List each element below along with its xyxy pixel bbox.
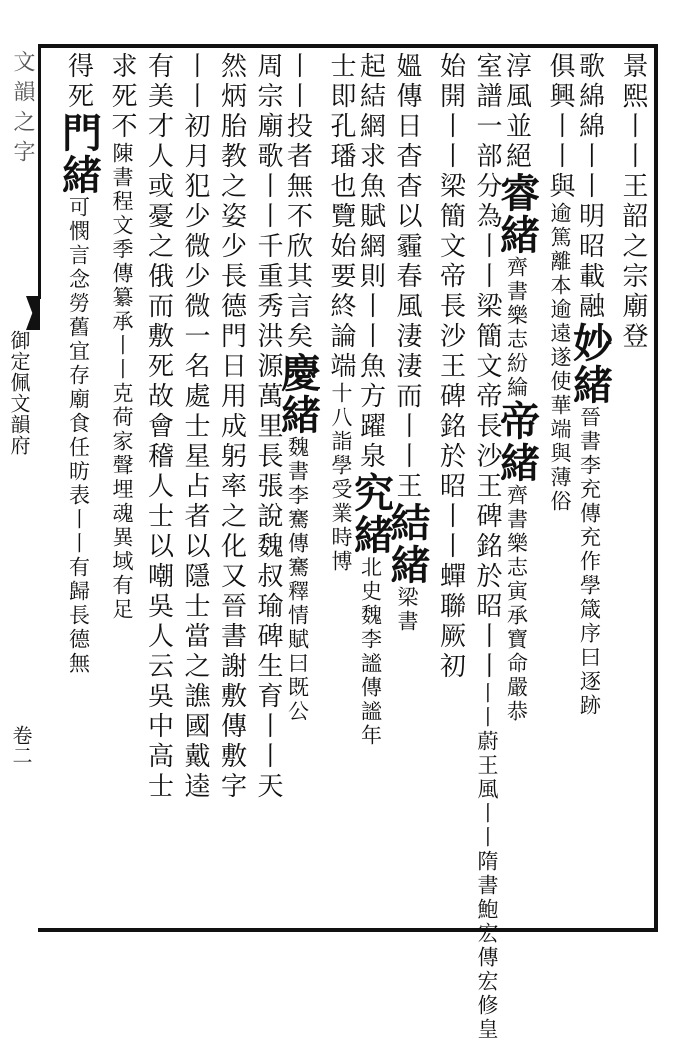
right-border-rule	[654, 44, 658, 932]
text-column-9	[320, 52, 354, 924]
text-segment: 可憫言念勞舊宜存廟食任昉表丨丨有歸長德無	[66, 196, 91, 676]
entry-headword: 究緒	[347, 472, 395, 556]
text-segment: 景熙丨丨王韶之宗廟登	[618, 52, 648, 352]
text-segment: 北史魏李謐傳謐年	[358, 556, 383, 748]
text-segment: 齊書樂志紛綸	[504, 256, 529, 400]
text-segment: 周宗廟歌丨丨千重秀洪源萬里長張說魏叔瑜碑生育丨丨天	[253, 52, 283, 802]
text-segment: 然炳胎教之姿少長德門日用成躬率之化又晉書謝敷傳敷字	[216, 52, 247, 802]
text-column-4	[493, 52, 541, 924]
text-segment: 起結網求魚賦網則丨丨魚方躍泉	[355, 52, 386, 472]
text-column-14	[138, 52, 172, 924]
page-number: 卷二	[9, 725, 33, 765]
text-segment: 丨丨初月犯少微少微一名處士星占者以隱士當之譙國戴逵	[180, 52, 210, 802]
text-segment: 十八詣學受業時博	[329, 382, 353, 574]
text-segment: 得死	[63, 52, 94, 112]
text-column-8	[347, 52, 395, 924]
top-border-rule	[38, 44, 658, 48]
text-segment: 歌綿綿丨丨明昭載融	[574, 52, 605, 322]
text-segment: 俱興丨丨與	[545, 52, 575, 202]
entry-headword: 妙緒	[566, 322, 614, 406]
text-segment: 梁書	[395, 586, 419, 634]
text-column-5	[466, 52, 502, 1042]
text-column-3	[539, 52, 573, 924]
text-column-11	[247, 52, 281, 924]
text-segment: 齊書樂志寅承寶命嚴恭	[504, 484, 529, 724]
text-segment: 有美才人或憂之俄而敷死故會稽人士以嘲吳人云吳中高士	[143, 52, 174, 802]
text-segment: 陳書程文季傳纂承丨丨克荷家聲埋魂異域有足	[110, 142, 134, 622]
text-column-6	[430, 52, 464, 924]
text-column-7	[384, 52, 431, 924]
book-title: 御定佩文韻府	[7, 330, 31, 456]
text-column-15	[101, 52, 135, 924]
text-column-10	[274, 52, 322, 924]
text-segment: 丨丨蔚王風	[475, 682, 499, 802]
text-segment: 始開丨丨梁簡文帝長沙王碑銘於昭丨丨蟬聯厥初	[435, 52, 466, 682]
text-segment: 淳風並絕	[501, 52, 532, 172]
margin-top-marks: 文韻之字	[10, 50, 35, 170]
text-segment: 丨丨投者無不欣其言矣	[282, 52, 313, 352]
text-column-2	[566, 52, 614, 924]
text-column-13	[174, 52, 208, 924]
text-segment: 士即孔璠也覽始要終論端	[326, 52, 356, 382]
entry-headword: 睿緒	[493, 172, 541, 256]
text-column-16	[55, 52, 103, 924]
text-column-1	[612, 52, 646, 924]
entry-headword: 帝緒	[493, 400, 541, 484]
entry-headword: 門緒	[55, 112, 103, 196]
fishtail-mark	[26, 296, 40, 330]
text-segment: 晉書李充傳充作學箴序曰逐跡	[577, 406, 602, 718]
text-column-12	[211, 52, 245, 924]
text-segment: 室譜一部分為丨丨梁簡文帝長沙王碑銘於昭丨丨	[472, 52, 502, 682]
bottom-border-rule	[38, 928, 658, 932]
entry-headword: 慶緒	[274, 352, 322, 436]
text-segment: 逾篤離本逾遠遂使華端與薄俗	[548, 202, 572, 514]
text-segment: 丨丨隋書鮑宏傳宏修皇	[475, 802, 499, 1042]
entry-headword: 結緒	[384, 502, 431, 586]
text-segment: 媼傳日杳杳以霾春風淒淒而丨丨王	[392, 52, 422, 502]
text-segment: 求死不	[107, 52, 137, 142]
text-segment: 魏書李騫傳騫釋情賦曰既公	[285, 436, 310, 724]
left-border-rule	[38, 44, 41, 299]
